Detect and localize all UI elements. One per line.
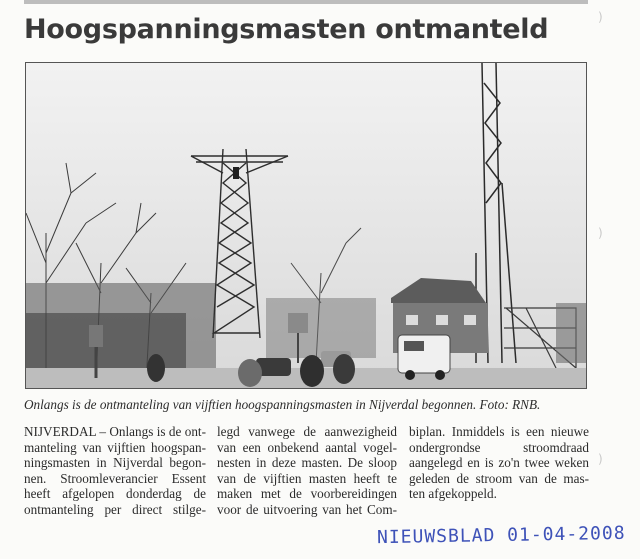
scan-edge-mark: ) <box>598 226 603 240</box>
article-column-2 <box>217 424 397 518</box>
column-line: aangelegd en is zo'n twee weken <box>409 455 589 471</box>
article-column-3 <box>409 424 589 502</box>
column-line: ten afgekoppeld. <box>409 486 497 502</box>
column-line: ontmanteling per direct stilge- <box>24 501 206 517</box>
column-line: manteling van vijftien hoogspan- <box>24 439 206 455</box>
column-line: ningsmasten in Nijverdal begon- <box>24 455 206 471</box>
column-line: nesten in deze masten. De sloop <box>217 455 397 471</box>
top-rule <box>24 0 588 4</box>
column-line: biplan. Inmiddels is een nieuwe <box>409 424 589 439</box>
column-line: van de vijftien masten heeft te <box>217 470 397 486</box>
photo-illustration <box>26 63 586 388</box>
scan-edge-mark: ) <box>598 452 603 466</box>
photo-caption: Onlangs is de ontmanteling van vijftien hoogspanningsmasten in Nijverdal begonnen. Foto: RNB. <box>24 397 541 412</box>
article-headline: Hoogspanningsmasten ontmanteld <box>24 14 549 45</box>
handwritten-source-stamp: NIEUWSBLAD 01-04-2008 <box>376 522 626 549</box>
column-line: heeft afgelopen donderdag de <box>24 486 206 502</box>
column-line: voor de uitvoering van het Com- <box>217 501 397 517</box>
column-line: geleden de stroom van de mas- <box>409 470 589 486</box>
column-line: legd vanwege de aanwezigheid <box>217 424 397 439</box>
column-line: NIJVERDAL – Onlangs is de ont- <box>24 424 206 439</box>
article-column-1 <box>24 424 206 518</box>
scan-edge-mark: ) <box>598 10 603 24</box>
column-line: maken met de voorbereidingen <box>217 486 397 502</box>
column-line: nen. Stroomleverancier Essent <box>24 470 206 486</box>
article-photo <box>25 62 587 389</box>
van <box>398 335 450 380</box>
column-line: van een onbekend aantal vogel- <box>217 439 397 455</box>
column-line: ondergrondse stroomdraad <box>409 439 589 455</box>
